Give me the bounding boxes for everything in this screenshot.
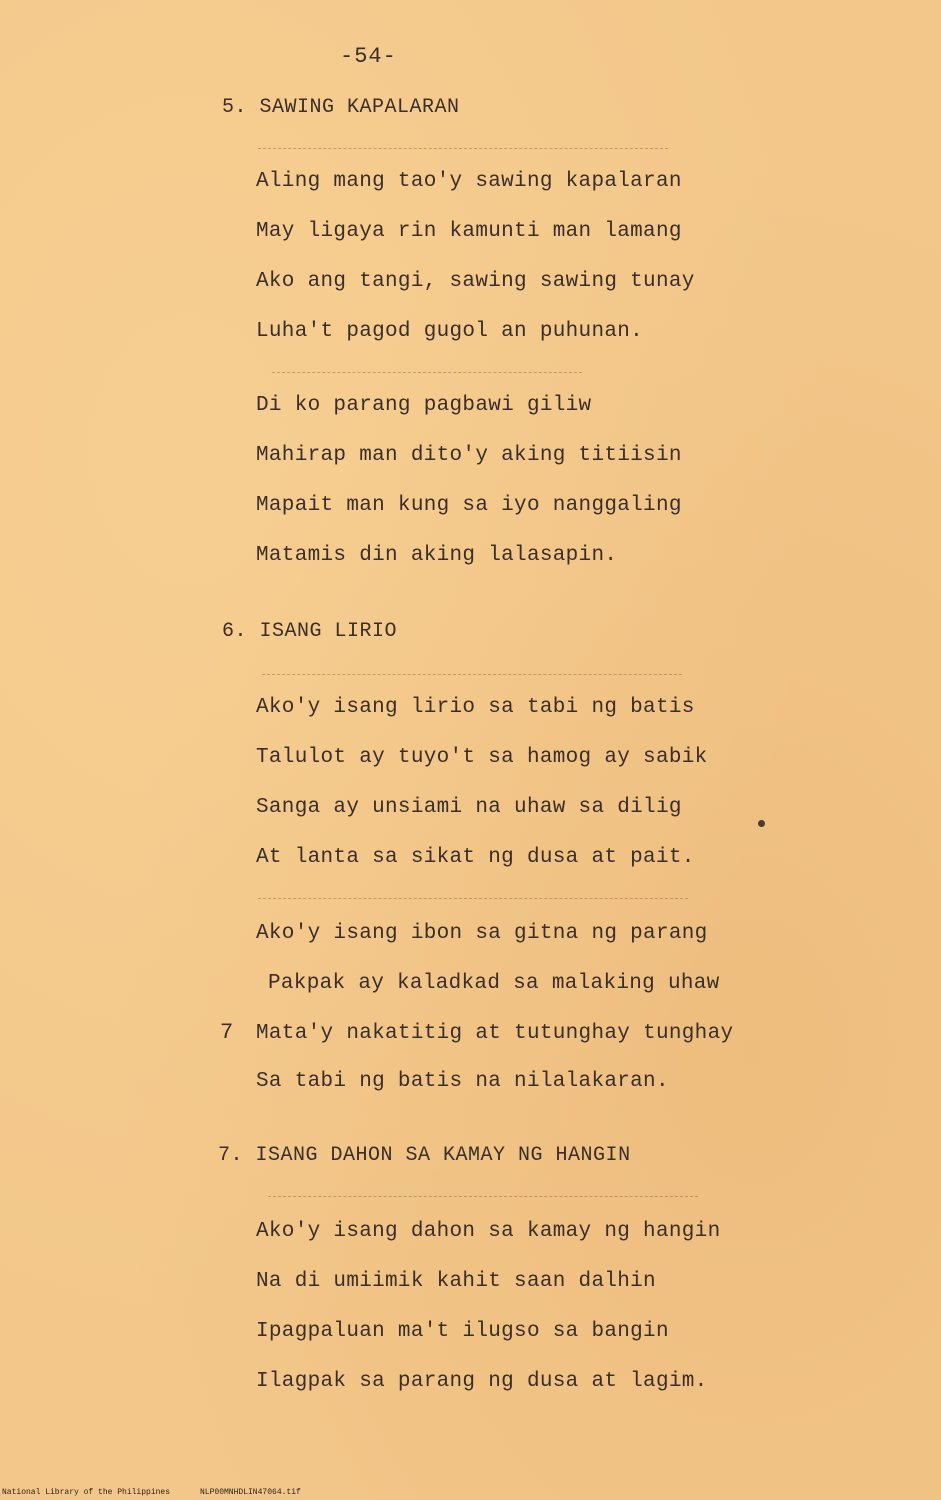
poem-line: Ipagpaluan ma't ilugso sa bangin — [256, 1320, 669, 1343]
poem-line: Na di umiimik kahit saan dalhin — [256, 1270, 656, 1293]
faint-rule — [262, 674, 682, 675]
poem-line: Ako'y isang ibon sa gitna ng parang — [256, 922, 708, 945]
faint-rule — [258, 148, 668, 149]
poem-line: May ligaya rin kamunti man lamang — [256, 220, 682, 243]
poem-line: Mapait man kung sa iyo nanggaling — [256, 494, 682, 517]
poem-line: Matamis din aking lalasapin. — [256, 544, 618, 567]
poem-line: Mata'y nakatitig at tutunghay tunghay — [256, 1022, 734, 1045]
poem-line: Ako ang tangi, sawing sawing tunay — [256, 270, 695, 293]
section-heading: 5. SAWING KAPALARAN — [222, 96, 460, 119]
poem-line: Sanga ay unsiami na uhaw sa dilig — [256, 796, 682, 819]
poem-line: Luha't pagod gugol an puhunan. — [256, 320, 644, 343]
poem-line: Ako'y isang lirio sa tabi ng batis — [256, 696, 695, 719]
poem-line: Mahirap man dito'y aking titiisin — [256, 444, 682, 467]
margin-mark: 7 — [220, 1020, 234, 1045]
section-heading: 6. ISANG LIRIO — [222, 620, 398, 643]
poem-line: Talulot ay tuyo't sa hamog ay sabik — [256, 746, 708, 769]
poem-line: Ako'y isang dahon sa kamay ng hangin — [256, 1220, 721, 1243]
poem-line: Pakpak ay kaladkad sa malaking uhaw — [268, 972, 720, 995]
footer-library: National Library of the Philippines — [2, 1488, 171, 1497]
footer-file: NLP00MNHDLIN47064.tif — [200, 1488, 301, 1497]
poem-line: Aling mang tao'y sawing kapalaran — [256, 170, 682, 193]
poem-line: At lanta sa sikat ng dusa at pait. — [256, 846, 695, 869]
faint-rule — [268, 1196, 698, 1197]
poem-line: Di ko parang pagbawi giliw — [256, 394, 592, 417]
poem-line: Sa tabi ng batis na nilalakaran. — [256, 1070, 669, 1093]
section-heading: 7. ISANG DAHON SA KAMAY NG HANGIN — [218, 1144, 631, 1167]
faint-rule — [272, 372, 582, 373]
ink-blot — [758, 820, 765, 827]
faint-rule — [258, 898, 688, 899]
page-number: -54- — [340, 44, 397, 69]
poem-line: Ilagpak sa parang ng dusa at lagim. — [256, 1370, 708, 1393]
